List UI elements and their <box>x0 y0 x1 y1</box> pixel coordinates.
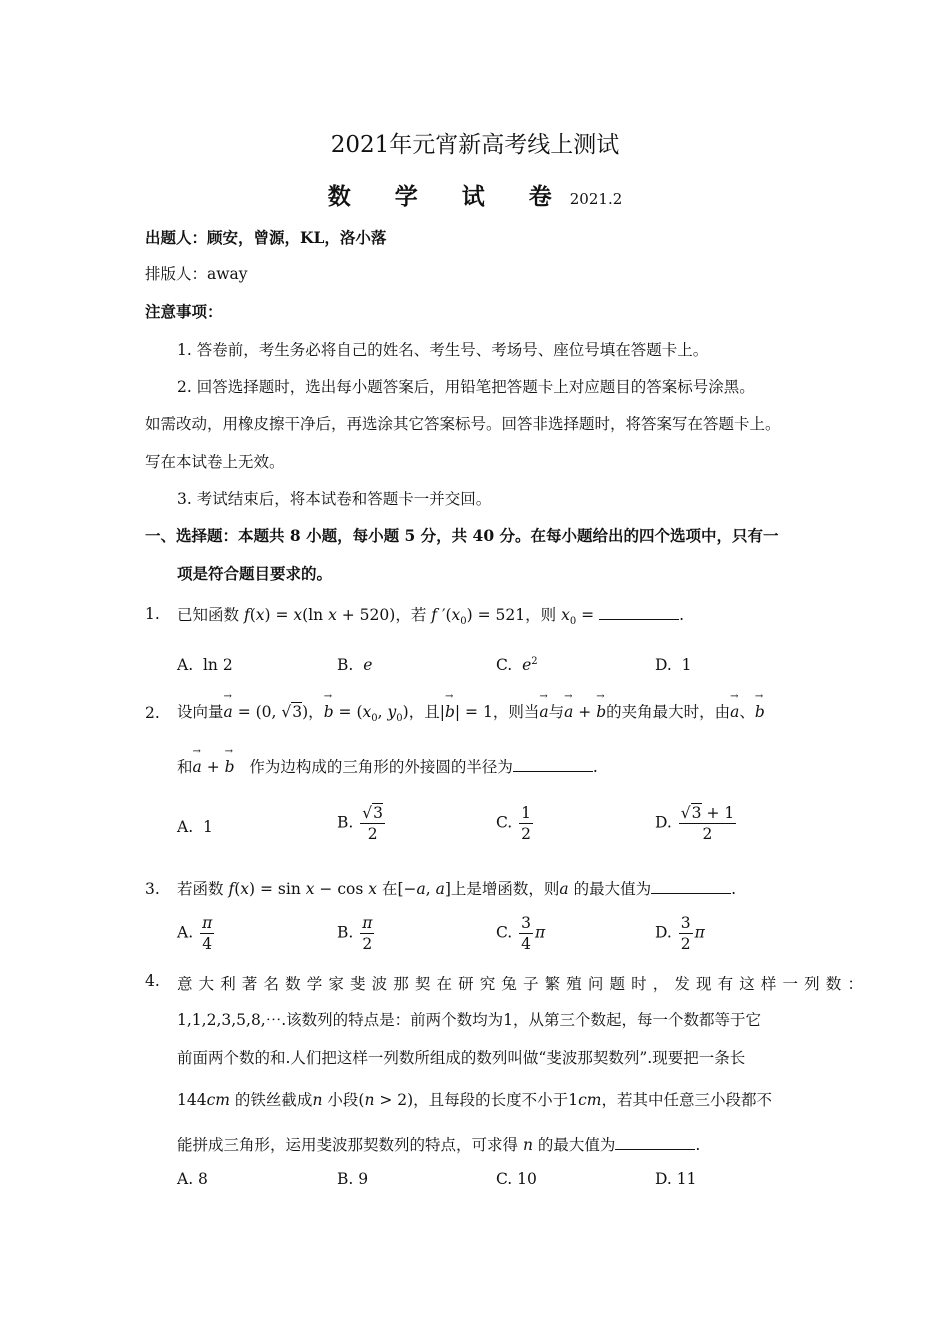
typesetter-line: 排版人：away <box>145 265 248 283</box>
question-number: 4. <box>145 972 160 990</box>
exam-subtitle <box>0 178 950 211</box>
question-number: 2. <box>145 704 160 722</box>
question-text-cont: 能拼成三角形，运用斐波那契数列的特点，可求得 n 的最大值为 . <box>177 1136 701 1154</box>
option: D. 11 <box>655 1170 697 1188</box>
subtitle-main: 数 学 试 卷 <box>327 183 570 210</box>
option: A. 1 <box>177 818 213 836</box>
option: A. $\frac{\pi}{4}$ <box>177 914 213 953</box>
q1-intro: 已知函数 <box>177 606 240 624</box>
notice-item: 3. 考试结束后，将本试卷和答题卡一并交回。 <box>177 490 492 508</box>
answer-blank <box>513 757 593 772</box>
question-number: 3. <box>145 880 160 898</box>
option: C. $\frac{1}{2}$ <box>496 804 532 843</box>
notice-item: 2. 回答选择题时，选出每小题答案后，用铅笔把答题卡上对应题目的答案标号涂黑。 <box>177 378 755 396</box>
notice-item: 1. 答卷前，考生务必将自己的姓名、考生号、考场号、座位号填在答题卡上。 <box>177 341 709 359</box>
answer-blank <box>615 1135 695 1150</box>
question-text-cont: 和→ a + → b 作为边构成的三角形的外接圆的半径为 . <box>177 755 598 777</box>
section-heading: 一、选择题：本题共 8 小题，每小题 5 分，共 40 分。在每小题给出的四个选项中，只有一 <box>145 526 779 545</box>
question-text: 意 大 利 著 名 数 学 家 斐 波 那 契 在 研 究 兔 子 繁 殖 问 题 时 ， 发 现 有 这 样 一 列 数 ： <box>177 975 864 993</box>
option: C. 10 <box>496 1170 537 1188</box>
page-title: 2021年元宵新高考线上测试 <box>330 132 620 158</box>
question-text-cont: 144cm 的铁丝截成n 小段(n > 2)，且每段的长度不小于1cm，若其中任意三小段都不 <box>177 1091 772 1109</box>
question-text: 已知函数 f(x) = x(ln x + 520)，若 f $'(x_0) = 521$，则 $x_0$ = . <box>177 606 684 628</box>
option: C. $\frac{3}{4}$ π <box>496 914 546 953</box>
option: B. 9 <box>337 1170 369 1188</box>
q1-mid1: ，若 <box>395 606 427 624</box>
q1-mid2: ，则 <box>525 606 557 624</box>
section-heading-cont: 项是符合题目要求的。 <box>177 564 333 583</box>
option: B. $\frac{√3}{2}$ <box>337 804 384 843</box>
q1-formula-fp: f $'(x_0) = 521$ <box>431 606 526 628</box>
option: D. $\frac{√3 + 1}{2}$ <box>655 804 735 843</box>
notice-item: 如需改动，用橡皮擦干净后，再选涂其它答案标号。回答非选择题时，将答案写在答题卡上。 <box>145 415 781 433</box>
option: B. e <box>337 656 373 674</box>
option: D. $\frac{3}{2}$ π <box>655 914 705 953</box>
option: C. $e^2$ <box>496 656 538 675</box>
question-text-cont: 1,1,2,3,5,8,⋯.该数列的特点是：前两个数均为1，从第三个数起，每一个数都等于它 <box>177 1011 762 1029</box>
question-number: 1. <box>145 605 160 623</box>
notice-item: 写在本试卷上无效。 <box>145 453 285 471</box>
question-text-cont: 前面两个数的和.人们把这样一列数所组成的数列叫做“斐波那契数列”.现要把一条长 <box>177 1049 746 1067</box>
notice-heading: 注意事项： <box>145 302 223 321</box>
option: A. 8 <box>177 1170 208 1188</box>
answer-blank <box>599 605 679 620</box>
q1-formula-x0: $x_0$ = <box>561 606 595 628</box>
subtitle-date: 2021.2 <box>569 190 623 208</box>
authors-line: 出题人：顾安，曾源，KL，洛小落 <box>145 228 387 247</box>
q1-formula-f: f(x) = x(ln x + 520) <box>243 606 396 624</box>
question-text: 若函数 f(x) = sin x − cos x 在[−a, a]上是增函数，则a 的最大值为 . <box>177 880 737 898</box>
option: D. 1 <box>655 656 692 674</box>
option: B. $\frac{\pi}{2}$ <box>337 914 373 953</box>
answer-blank <box>651 879 731 894</box>
question-text: 设向量→ a = (0, √3)，→ $b = (x_0$, $y_0$)，且|→ b| = 1，则当→ a与→ a + → b的夹角最大时，由→ a、→ b <box>177 700 765 724</box>
option: A. ln 2 <box>177 656 233 674</box>
